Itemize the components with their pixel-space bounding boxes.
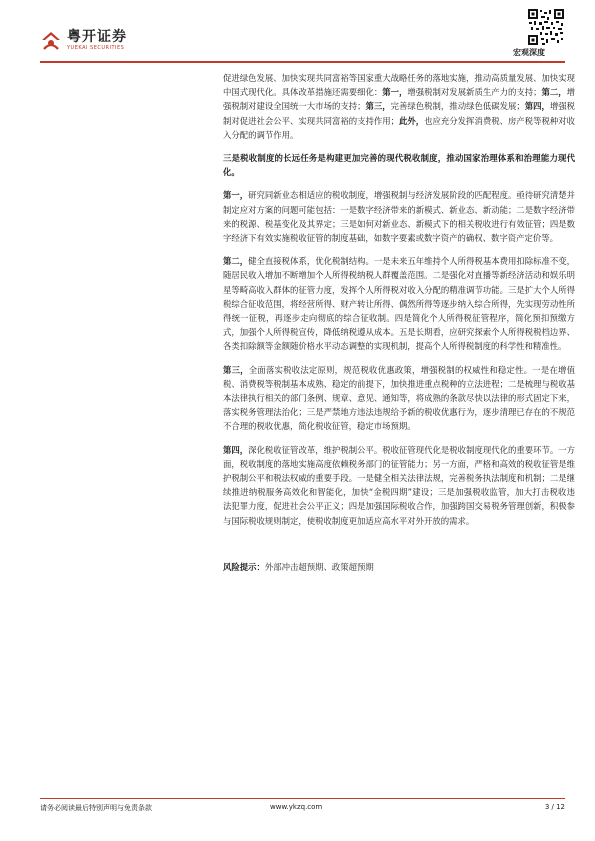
paragraph-third: 第三，全面落实税收法定原则，规范税收优惠政策，增强税制的权威性和稳定性。一是在增值税、消费税等税制基本成熟、稳定的前提下，加快推进重点税种的立法进程；二是梳理与税收基本法律执行相关的部门条例、规章、意见、通知等，将成熟的条款尽快以法律的形式固定下来，落实税务管理法治化；三是严禁地方违法违规给予新的税收优惠行为，逐步清理已存在的不规范不合理的税收优惠，简化税收征管，稳定市场预期。 bbox=[223, 364, 576, 432]
paragraph-second: 第二，健全直接税体系，优化税制结构。一是未来五年维持个人所得税基本费用扣除标准不变，随居民收入增加不断增加个人所得税纳税人群覆盖范围。二是强化对直播等新经济活动和娱乐明星等畸高收入群体的征管力度，发挥个人所得税对收入分配的精准调节功能。三是扩大个人所得税综合征收范围，将经营所得、财产转让所得、偶然所得等逐步纳入综合所得，先实现劳动性所得统一征税，再逐步走向彻底的综合征收制。四是简化个人所得税征管程序，简化预扣预缴方式，加强个人所得税宣传，降低纳税遵从成本。五是长期看，应研究探索个人所得税税档边界、各类扣除额等金额随价格水平动态调整的实现机制，提高个人所得税制度的科学性和精准性。 bbox=[223, 256, 576, 352]
logo-english-text: YUEKAI SECURITIES bbox=[67, 45, 125, 51]
paragraph-intro: 促进绿色发展、加快实现共同富裕等国家重大战略任务的落地实施，推动高质量发展、加快实现中国式现代化。具体改革措施还需要细化：第一，增强税制对发展新质生产力的支持；第二，增强税制对建设全国统一大市场的支持；第三，完善绿色税制，推动绿色低碳发展；第四，增强税制对促进社会公平、实现共同富裕的支持作用；此外，也应充分发挥消费税、房产税等税种对收入分配的调节作用。 bbox=[223, 73, 576, 140]
risk-warning: 风险提示：外部冲击超预期、政策超预期 bbox=[223, 561, 374, 572]
header-divider bbox=[40, 61, 565, 63]
paragraph-first: 第一，研究同新业态相适应的税收制度，增强税制与经济发展阶段的匹配程度。亟待研究清楚并制定应对方案的问题可能包括：一是数字经济带来的新模式、新业态、新动能；二是数字经济带来的税源、税基变化及其界定；三是如何对新业态、新模式下的相关税收进行有效征管；四是数字经济下有效实施税收征管的制度基础，如数字要素或数字资产的确权、数字资产定价等。 bbox=[223, 190, 576, 244]
report-body bbox=[223, 71, 575, 583]
logo-chinese-text: 粤开证券 bbox=[67, 29, 127, 45]
page-number: 3 / 12 bbox=[544, 803, 565, 811]
paragraph-fourth: 第四，深化税收征管改革，维护税制公平。税收征管现代化是税收制度现代化的重要环节。一方面，税收制度的落地实施高度依赖税务部门的征管能力；另一方面，严格和高效的税收征管是维护税制公平和税法权威的重要手段。一是健全相关法律法规，完善税务执法制度和机制；二是继续推进纳税服务高效化和智能化，加快“金税四期”建设；三是加强税收监管，加大打击税收违法犯罪力度，促进社会公平正义；四是加强国际税收合作，加强跨国交易税务管理创新，积极参与国际税收规则制定，使税收制度更加适应高水平对外开放的需求。 bbox=[223, 444, 576, 526]
page-header bbox=[0, 0, 595, 68]
qr-code-icon bbox=[527, 8, 565, 46]
logo-mark-icon bbox=[40, 30, 62, 52]
report-type-tag: 宏观深度 bbox=[513, 48, 545, 57]
footer-disclaimer: 请务必阅读最后特别声明与免责条款 bbox=[40, 804, 152, 812]
company-logo bbox=[40, 30, 127, 52]
footer-divider bbox=[40, 798, 565, 799]
section-heading: 三是税收制度的长远任务是构建更加完善的现代税收制度，推动国家治理体系和治理能力现代化。 bbox=[223, 153, 575, 178]
footer-website-link[interactable]: www.ykzq.com bbox=[270, 803, 323, 811]
